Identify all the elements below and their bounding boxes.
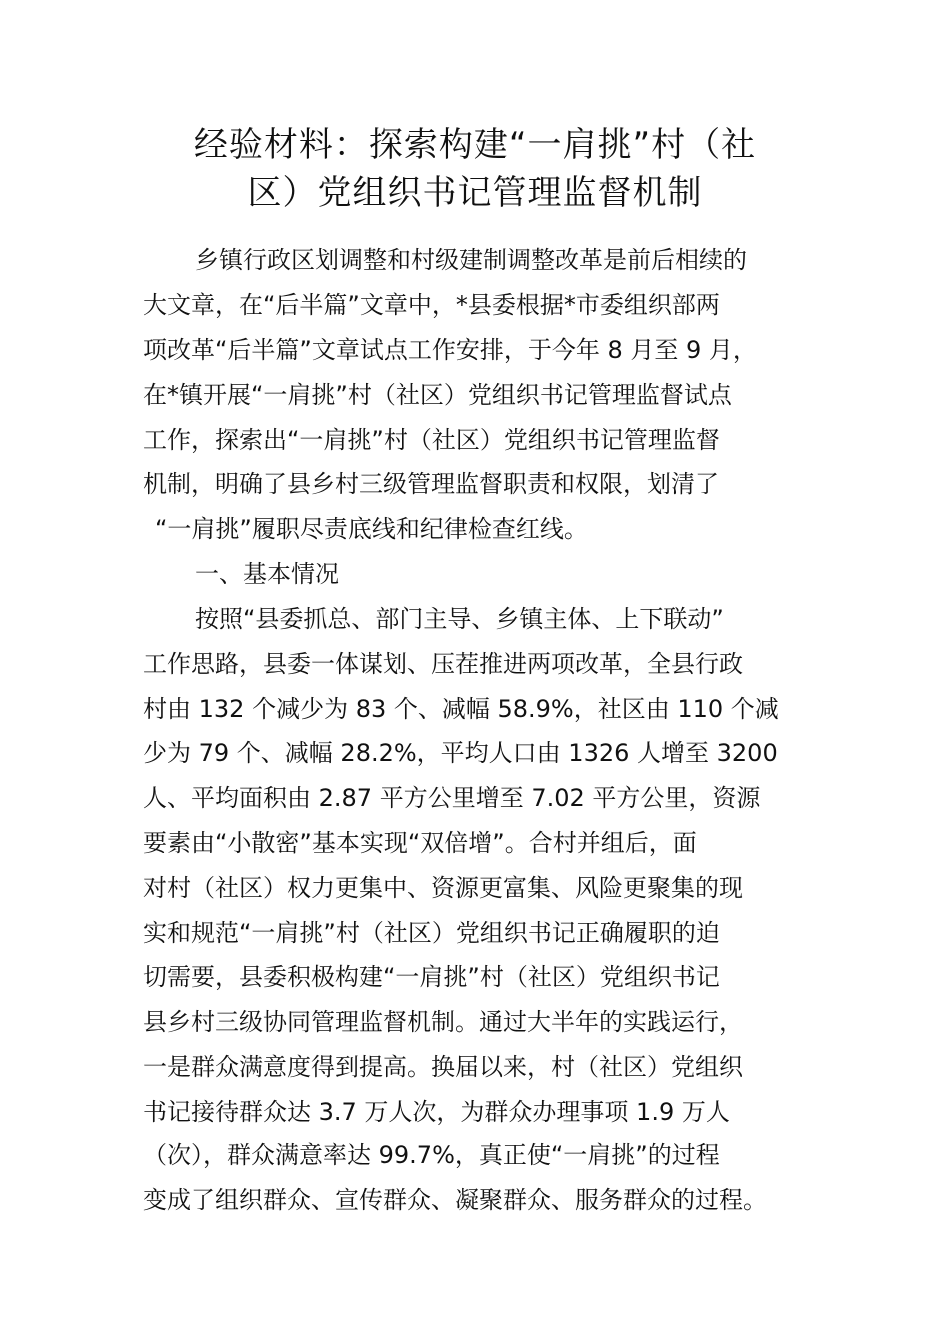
body-line: 少为 79 个、减幅 28.2%，平均人口由 1326 人增至 3200 [143, 739, 778, 767]
body-line: 对村（社区）权力更集中、资源更富集、风险更聚集的现 [143, 874, 743, 902]
body-line: 按照“县委抓总、部门主导、乡镇主体、上下联动” [195, 605, 724, 633]
body-line: 实和规范“一肩挑”村（社区）党组织书记正确履职的迫 [143, 919, 720, 947]
body-line: 县乡村三级协同管理监督机制。通过大半年的实践运行， [143, 1008, 743, 1036]
body-line: 要素由“小散密”基本实现“双倍增”。合村并组后，面 [143, 829, 697, 857]
body-line: 大文章，在“后半篇”文章中，*县委根据*市委组织部两 [143, 291, 720, 319]
document-title-line-2: 区）党组织书记管理监督机制 [247, 173, 703, 213]
body-line: “一肩挑”履职尽责底线和纪律检查红线。 [155, 515, 588, 543]
body-line: 切需要，县委积极构建“一肩挑”村（社区）党组织书记 [143, 963, 720, 991]
body-line: 人、平均面积由 2.87 平方公里增至 7.02 平方公里，资源 [143, 784, 761, 812]
body-line: 项改革“后半篇”文章试点工作安排，于今年 8 月至 9 月， [143, 336, 757, 364]
body-line: （次），群众满意率达 99.7%，真正使“一肩挑”的过程 [143, 1141, 720, 1169]
document-title-line-1: 经验材料：探索构建“一肩挑”村（社 [193, 125, 757, 165]
body-line: 一是群众满意度得到提高。换届以来，村（社区）党组织 [143, 1053, 743, 1081]
section-heading: 一、基本情况 [195, 560, 339, 588]
body-line: 在*镇开展“一肩挑”村（社区）党组织书记管理监督试点 [143, 381, 732, 409]
body-line: 机制，明确了县乡村三级管理监督职责和权限，划清了 [143, 470, 719, 498]
body-line: 乡镇行政区划调整和村级建制调整改革是前后相续的 [195, 246, 747, 274]
body-line: 书记接待群众达 3.7 万人次，为群众办理事项 1.9 万人 [143, 1098, 730, 1126]
body-line: 工作，探索出“一肩挑”村（社区）党组织书记管理监督 [143, 426, 720, 454]
body-line: 工作思路，县委一体谋划、压茬推进两项改革，全县行政 [143, 650, 743, 678]
body-line: 变成了组织群众、宣传群众、凝聚群众、服务群众的过程。 [143, 1186, 767, 1214]
body-line: 村由 132 个减少为 83 个、减幅 58.9%，社区由 110 个减 [143, 695, 779, 723]
